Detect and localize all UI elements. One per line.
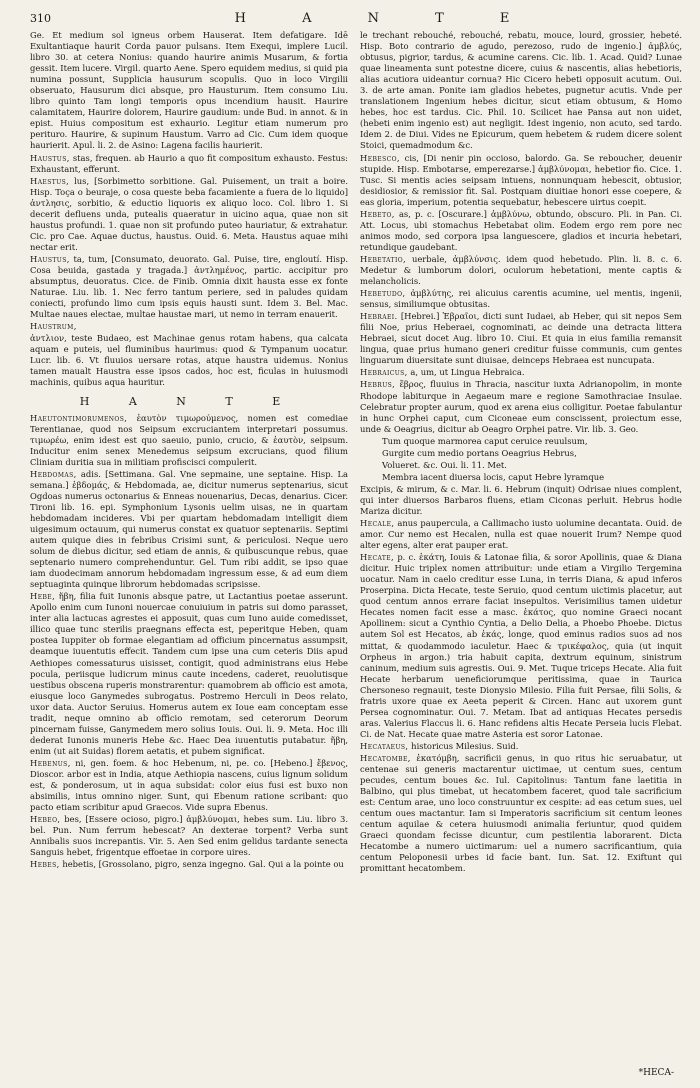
entry-headword: Hebrus,: [360, 379, 396, 390]
dictionary-entry: [30, 814, 348, 858]
dictionary-entry: [360, 367, 682, 378]
dictionary-entry: [360, 153, 682, 208]
entry-text: Excipis, & mirum, & c. Mar. li. 6. Hebrum (inquit) Odrisae niues complent, qui inter diuersos Barbaros fluens, etiam Ciconas perluit. Hebrus hodie Mariza dicitur.: [360, 483, 682, 516]
page-header: [30, 8, 676, 28]
entry-text: [Hebrei.] Ἑβραῖοι, dicti sunt Iudaei, ab Heber, qui sit nepos Sem filii Noe, prius Heberaei, cognominati, ac deinde una detracta littera Hebraei, sicut docet Aug. libro 10. Ciui. Et quia in eius familia remansit lingua, quae prius humano generi creditur fuisse communis, cum gentes linguarum diuersitate sunt diuisae, deinceps Hebraea est nuncupata.: [360, 311, 682, 366]
entry-headword: Hecatombe,: [360, 753, 411, 763]
entry-text: ἥβη, filia fuit Iunonis absque patre, ut Lactantius poetae asserunt. Apollo enim cum Iunoni nouercae conuiuium in patris sui domo parasset, inter alia lactucas agrestes ei apposuit, quas cum Iuno auide comedisset, illico quae tunc sterilis praegnans effecta est, peperitque Heben, quam postea Iuppiter ob formae elegantiam ad officium pincernatus assumpsit, deamque iuuentutis effecit. Tandem cum ipse una cum ceteris Diis apud Aethiopes comessaturus uisisset, contigit, quod administrans eius Hebe pocula, periisque ludicrum minus caute incedens, caderet, reuolutisque uestibus obscena ruperis monstrarentur: quamobrem ab officio est amota, eiusque loco Ganymedes subrogatus. Postremo Herculi in Deos relato, uxor data. Auctor Seruius. Homerus autem ex Ioue eam conceptam esse tradit, neque omnino ab officio remotam, sed ceterorum Deorum pincernam fuisse, Ganymedem mero solius Iouis. Oui. li. 9. Meta. Hoc illi dederat Iunonis muneris Hebe &c. Haec Dea iuuentutis putabatur. ἥβη, enim (ut ait Suidas) florem aetatis, et pubem significat.: [30, 591, 348, 756]
dictionary-entry: [30, 413, 348, 468]
dictionary-entry: [30, 153, 348, 175]
entry-headword: Haustus,: [30, 152, 70, 163]
entry-text: anus paupercula, a Callimacho iusto uolumine decantata. Ouid. de amor. Cur nemo est Hecalen, nulla est quae nouerit Irum? Nempe quod alter egens, alter erat pauper erat.: [360, 518, 682, 551]
dictionary-entry: [360, 311, 682, 366]
verse-text: Tum quoque marmorea caput ceruice reuulsum,: [382, 435, 588, 446]
entry-headword: Hebraicus,: [360, 367, 408, 378]
entry-text: lus, [Sorbimetto sorbitione. Gal. Puisement, un trait a boire. Hisp. Toça o beuraje, o cosa queste beba facamiente a fuera de lo liquido] ἀντλησις, sorbitio, & eductio liquoris ex aliquo loco. Col. libro 1. Si decerit defluens unda, putealis quaeratur in uicino aqua, quae non sit haustus profundi. 1. quae non sit profundo puteo hauriatur, & extrahatur. Cic. pro Cae. Aquae ductus, haustus. Ouid. 6. Meta. Haustus aquae mihi nectar erit.: [30, 175, 348, 252]
dictionary-entry: [30, 469, 348, 591]
dictionary-entry: [360, 288, 682, 310]
entry-headword: Haeutontimorumenos,: [30, 412, 128, 423]
entry-text: adis. [Settimana. Gal. Vne sepmaine, une septaine. Hisp. La semana.] ἑβδομάς, & Hebdomada, ae, dicitur numerus septenarius, sicut Ogdoas numerus octonarius & Enneas nouenarius, Decas, denarius. Cicer. Tironi lib. 16. epi. Symphonium Lysonis uelim uisas, ne in quartam hebdomadam incideres. Vbi per quartam hebdomadam intelligit diem uigesimum octauum, qui numerus constat ex quatuor septenariis. Septimi autem quique dies in febribus Crisimi sunt, & periculosi. Neque uero solum de diebus dicitur, sed etiam de annis, & quibuscunque rebus, quae septenario numero comprehenduntur. Gel. Tum ribi addit, se ipso quae iam duodecimam annorum hebdomadam ingressum esse, & ad eum diem septuaginta quinque librorum hebdomadas scripsisse.: [30, 468, 348, 590]
entry-text: hebetis, [Grossolano, pigro, senza ingegno. Gal. Qui a la pointe ou: [62, 859, 344, 870]
entry-text: p. c. ἑκάτη, Iouis & Latonae filia, & soror Apollinis, quae & Diana dicitur. Huic triplex nomen attribuitur: unde etiam a Virgilio Tergemina uocatur. Nam in caelo creditur esse Luna, in terris Diana, & apud inferos Proserpina. Dicta Hecate, teste Seruio, quod centum uictimis placetur, aut quod centum annos errare faciat insepultos. Verisimilius tamen uidetur Hecates nomen facit esse a masc. ἑκάτος, quo nomine Graeci nocant Apollinem: sicut a Cynthio Cyntia, a Delio Delia, a Phoebo Phoebe. Dictus autem Sol est Hecatos, ab ἑκάς, longe, quod eminus radios suos ad nos mittat, & quodammodo iaculetur. Haec & τρικέφαλος, quia (ut inquit Orpheus in argon.) tria habuit capita, dextrum equinum, sinistrum caninum, medium suis agrestis. Oui. 9. Met. Tuque triceps Hecate. Alia fuit Hecate herbarum ueneficiorumque peritissima, quae in Taurica Chersoneso regnauit, teste Dionysio Milesio. Filia fuit Persae, filii Solis, & fratris uxore quae ex Aeeta peperit & Circen. Hanc aut uxorem gunt Persea cognominatur. Oui. 7. Metam. Ibat ad antiquas Hecates persedis aras. Valerius Flaccus li. 6. Hanc refidens altis Hecate Perseia lucis Flebat. Ci. de Nat. Hecate quae matre Asteria est soror Latonae.: [360, 552, 682, 739]
entry-text: historicus Milesius. Suid.: [411, 740, 519, 751]
dictionary-entry: [360, 209, 682, 253]
entry-headword: Hebenus,: [30, 757, 71, 768]
dictionary-entry: [30, 591, 348, 757]
entry-headword: Hebetatio,: [360, 253, 407, 264]
catchword: *HECA-: [638, 1068, 674, 1078]
dictionary-entry: [360, 518, 682, 551]
dictionary-entry: [360, 379, 682, 434]
entry-text: stas, frequen. ab Haurio a quo fit compositum exhausto. Festus: Exhaustant, efferunt.: [30, 152, 348, 174]
right-column: [360, 30, 682, 1070]
dictionary-entry: [30, 758, 348, 813]
verse-text: Volueret. &c. Oui. li. 11. Met.: [382, 459, 507, 470]
verse-line: [360, 472, 682, 483]
entry-headword: Hecate,: [360, 552, 395, 563]
entry-headword: Haestus,: [30, 175, 70, 186]
section-heading: H A N T E: [79, 394, 299, 408]
dictionary-entry: [360, 484, 682, 517]
dictionary-entry: [360, 552, 682, 740]
entry-text: uerbale, ἀμβλύνσις. idem quod hebetudo. Plin. li. 8. c. 6. Medetur & lumborum dolori, oculorum hebetationi, mente captis & melancholicis.: [360, 253, 682, 287]
entry-text: ἀντλιον, teste Budaeo, est Machinae genus rotam habens, qua calcata aquam e puteis, uel fluminibus haurimus: quod & Tympanum uocatur. Lucr. lib. 6. Vt fluuios uersare rotas, atque haustra uidemus. Nonius tamen maualt Haustra esse ipsos cados, hoc est, ficulas in huiusmodi machinis, quibus aqua hauritur.: [30, 333, 348, 388]
left-column: [30, 30, 348, 1070]
entry-text: as, p. c. [Oscurare.] ἀμβλύνω, obtundo, obscuro. Pli. in Pan. Ci. Att. Locus, ubi stomachus Hebetabat olim. Eodem ergo rem pore nec animos modo, sed corpora ipsa languescere, gladios et incuria hebetari, retundique gaudebant.: [360, 208, 682, 252]
dictionary-entry: [360, 30, 682, 152]
dictionary-entry: [30, 321, 348, 332]
dictionary-entry: [360, 741, 682, 752]
entry-headword: Hebe,: [30, 591, 56, 602]
entry-text: ni, gen. foem. & hoc Hebenum, ni, pe. co. [Hebeno.] ἔβενος, Dioscor. arbor est in India, atque Aethiopia nascens, cuius lignum solidum est, & ponderosum, ut in aqua subsidat: color eius fusi est buxo non absimilis, intus omnino niger. Sunt, qui Ebenum ratione scribant: quo pacto etiam scribitur apud Graecos. Vide supra Ebenus.: [30, 757, 348, 813]
entry-headword: Hebes,: [30, 859, 60, 870]
entry-text: ἑαυτὸν τιμωρούμενος, nomen est comediae Terentianae, quod nos Seipsum excruciantem interpretari possumus. τιμωρέω, enim idest est quo saeuio, punio, crucio, & ἑαυτὸν, seipsum. Inducitur enim senex Menedemus seipsum excrucians, quod filium Cliniam duritia sua in militiam profiscisci compulerit.: [30, 412, 348, 467]
verse-text: Membra iacent diuersa locis, caput Hebre lyramque: [382, 471, 605, 482]
verse-line: [360, 448, 682, 459]
entry-text: ἕβρος, fluuius in Thracia, nascitur iuxta Adrianopolim, in monte Rhodope labiturque in Aegaeum mare e regione Samothraciae Insulae. Celebratur propter aurum, quod ex arena eius colligitur. Poetae fabulantur in hunc Orphei caput, cum Ciconeae eum conscissent, proiectum esse, unde & Oeagrius, dicitur ab Oeagro Orphei patre. Vir. lib. 3. Geo.: [360, 379, 682, 434]
entry-text: cis, [Di nenir pin occioso, balordo. Ga. Se reboucher, deuenir stupide. Hisp. Embotarse, emperezarse.] ἀμβλύνομαι, hebetior fio. Cice. 1. Tusc. Si mentis acies seipsam intuens, nonnunquam hebescit, obtusior, desidiosior, & remissior fit. Sal. Postquam diuitiae honori esse coepere, & eas gloria, imperium, potentia sequebatur, hebescere uirtus coepit.: [360, 152, 682, 207]
entry-text: a, um, ut Lingua Hebraica.: [410, 367, 525, 378]
verse-line: [360, 436, 682, 447]
entry-headword: Hebdomas,: [30, 468, 77, 479]
entry-headword: Hecale,: [360, 518, 395, 529]
running-head: H A N T E: [234, 10, 536, 26]
dictionary-entry: [360, 753, 682, 875]
entry-text: ἑκατόμβη, sacrificii genus, in quo ritus hic seruabatur, ut centenae sui generis mactarentur uictimae, ut centum sues, centum pecudes, centum boues &c. Iul. Capitolinus: Tantum fane laetitia in Balbino, qui plus timebat, ut hecatombem faceret, quod tale sacrificium est: Centum arae, uno loco construuntur ex cespite: ad eas cetum sues, uel centum oues mactantur. Iam si Imperatoris sacrificium sit centum leones centum aquilae & cetera huiusmodi animalia feriuntur, quod quidem Graeci quondam fecisse dicuntur, cum pestilentia laborarent. Dicta Hecatombe a numero uictimarum: uel a numero sacrificantium, quia centum Peloponesii urbes id facie bant. Iun. Sat. 12. Exiftunt qui promittant hecatombem.: [360, 753, 682, 874]
dictionary-entry: [30, 30, 348, 152]
entry-headword: Haustus,: [30, 253, 70, 264]
entry-text: ta, tum, [Consumato, deuorato. Gal. Puise, tire, engloutí. Hisp. Cosa beuida, gastada y tragada.] ἀντλημένος, partic. accipitur pro absumptus, deuoratus. Cice. de Finib. Omnia dixit hausta esse ex fonte Naturae. Liu. lib. 1. Nec ferro tantum periere, sed in paludes quidam coniecti, profundo limo cum ipsis equis hausti sunt. Idem 3. Bel. Mac. Multae naues electae, multae haustae mari, ut nemo in terram enauerit.: [30, 253, 348, 320]
entry-text: bes, [Essere ocioso, pigro.] ἀμβλύνομαι, hebes sum. Liu. libro 3. bel. Pun. Num ferrum hebescat? An dexterae torpent? Verba sunt Annibalis suos increpantis. Vir. 5. Aen Sed enim gelidus tardante senecta Sanguis hebet, frigentque effoetae in corpore uires.: [30, 814, 348, 858]
dictionary-entry: [30, 859, 348, 870]
dictionary-entry: [30, 176, 348, 253]
entry-headword: Hebeto,: [360, 208, 395, 219]
entry-headword: Hecataeus,: [360, 740, 409, 751]
dictionary-entry: [30, 333, 348, 388]
entry-headword: Hebesco,: [360, 152, 400, 163]
verse-line: [360, 460, 682, 471]
entry-headword: Hebraei.: [360, 311, 398, 322]
dictionary-entry: [360, 254, 682, 287]
verse-text: Gurgite cum medio portans Oeagrius Hebrus,: [382, 447, 577, 458]
entry-headword: Hebetudo,: [360, 288, 406, 299]
dictionary-entry: [30, 254, 348, 320]
entry-text: Ge. Et medium sol igneus orbem Hauserat. Item defatigare. Idē Exultantiaque haurit Corda pauor pulsans. Item Exequi, implere Lucil. libro 30. at cetera Nonius: quando haurire animis Musarum, & fortia gessit. Item lucere. Virgil. quarto Aene. Spero equidem medius, si quid pia numina possunt, Supplicia hausurum scopulis. Quo in loco Virgilii obseruato, Hausurum dici absque, pro Hausturum. Item consumo Liu. libro quinto Tam longi temporis opus incendium hausit. Haurire calamitatem, Haurire dolorem, Haurire gaudium: unde Bud. in annot. & in epist. Huius compositum est exhaurio. Legitur etiam numerum pro perituro. Haurire, & supinum Haustum. Varro ad Cic. Cum idem quoque haurierit. Apul. li. 2. de Asino: Lagena facilis haurierit.: [30, 30, 348, 151]
page-number: 310: [30, 11, 51, 25]
entry-headword: Haustrum,: [30, 321, 77, 332]
entry-text: ἀμβλύτης, rei alicuius carentis acumine, uel mentis, ingenii, sensus, similiumque obtusitas.: [360, 288, 682, 310]
entry-headword: Hebeo,: [30, 814, 61, 825]
entry-text: le trechant rebouché, rebouché, rebatu, mouce, lourd, grossier, hebeté. Hisp. Boto contrario de agudo, perezoso, rudo de ingenio.] ἀμβλύς, obtusus, pigrior, tardus, & acumine carens. Cic. lib. 1. Acad. Quid? Lunae quae lineamenta sunt potestne dicere, cuius & nascentis, alias hebetioris, alias acutiora uideantur cornua? Hic Cicero hebeti opposuit acutum. Oui. 3. de arte aman. Ponite iam gladios hebetes, pugnetur acutis. Vnde per translationem Ingenium hebes dicitur, sicut etiam obtusum, & Homo hebes, hoc est tardus. Cic. Phil. 10. Scilicet hae Pansa aut non uidet, (hebeti enim ingenio est) aut negligit. Idest ingenio, non acuto, sed tardo. Idem 2. de Diui. Vides ne Epicurum, quem hebetem & rudem dicere solent Stoici, quemadmodum &c.: [360, 30, 682, 151]
